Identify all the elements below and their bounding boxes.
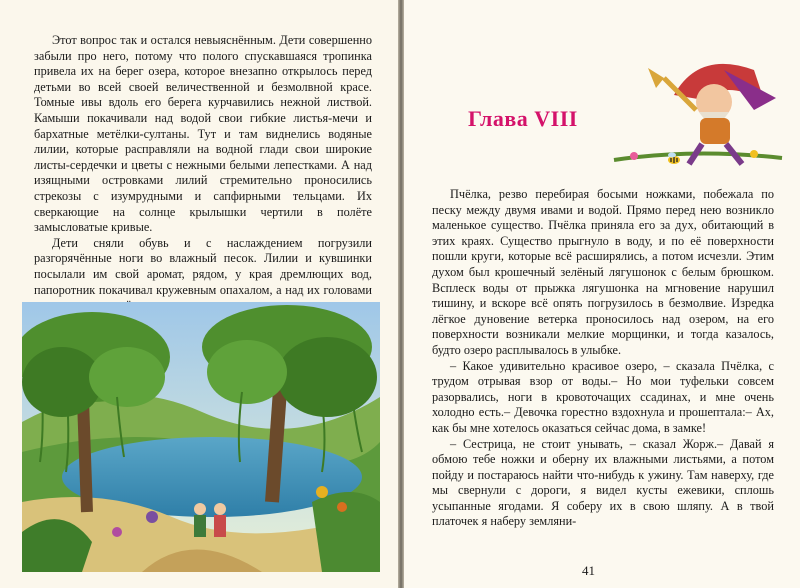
paragraph: – Какое удивительно красивое озеро, – сказала Пчёлка, с трудом отрывая взор от воды.– Но мои туфельки совсем разорвались, ноги в кровоточащих ссадинах, и мне очень холодно есть.– Девочка горестно вздохнула и прошептала:– Ах, как бы мне хотелось оказаться сейчас дома, в замке! [432,358,774,435]
right-page [404,0,800,588]
right-page-text [432,187,774,530]
paragraph: Дети сняли обувь и с наслаждением погрузили разгорячённые ноги во влажный песок. Лилии и кувшинки посылали им свой аромат, рядом, у края дремлющих вод, папоротник покачивал кружевным опахалом, а над их головами [34,235,372,297]
paragraph: Пчёлка, резво перебирая босыми ножками, побежала по песку между двумя ивами и водой. Прямо перед нею возникло маленькое существо. Пчёлка приняла его за дух, обитающий в этих краях. Существо прыгнуло в воду, и по её поверхности пошли круги, которые всё расширялись, а потом исчезли. Этим духом был крошечный зелёный лягушонок с белым брюшком. Всплеск воды от прыжка лягушонка на мгновение нарушил тишину, и вскоре всё опять погрузилось в безмолвие. Изредка лёгкое дуновение ветерка проносилось над озером, на его поверхности возникали мелкие морщинки, и тогда казалось, будто озеро расплывалось в улыбке. [432,187,774,357]
left-page [0,0,398,588]
lake-illustration [22,302,380,572]
left-page-text [34,33,372,314]
paragraph: – Сестрица, не стоит унывать, – сказал Жорж.– Давай я обмою тебе ножки и оберну их влажными листьями, а потом пойду и постараюсь найти что-нибудь к ужину. Там наверху, где мы свернули с дороги, я видел кусты ежевики, сплошь усыпанные ягодами. Я соберу их в свою шляпу. А в твой платочек я наберу земляни- [432,436,774,529]
paragraph: Этот вопрос так и остался невыяснённым. Дети совершенно забыли про него, потому что полого спускавшаяся тропинка привела их на берег озера, которое внезапно открылось перед детьми во всей своей величественной и безмолвной красе. Томные ивы вдоль его берега курчавились нежной листвой. Камыши покачивали над водой свои гибкие листья-мечи и бархатные метёлки-султаны. Тут и там виднелись водяные лилии, которые расправляли на водной глади свои широкие листы-сердечки и цветы с нежными белыми лепестками. А над изящными островками лилий стремительно проносились стрекозы с изумрудными и сапфирными тельцами. Их сверкающие на солнце крылышки чертили в полёте замысловатые кривые. [34,33,372,235]
page-number: 41 [582,563,595,578]
chapter-title: Глава VIII [468,106,578,131]
gnome-trumpet-illustration [604,40,784,172]
